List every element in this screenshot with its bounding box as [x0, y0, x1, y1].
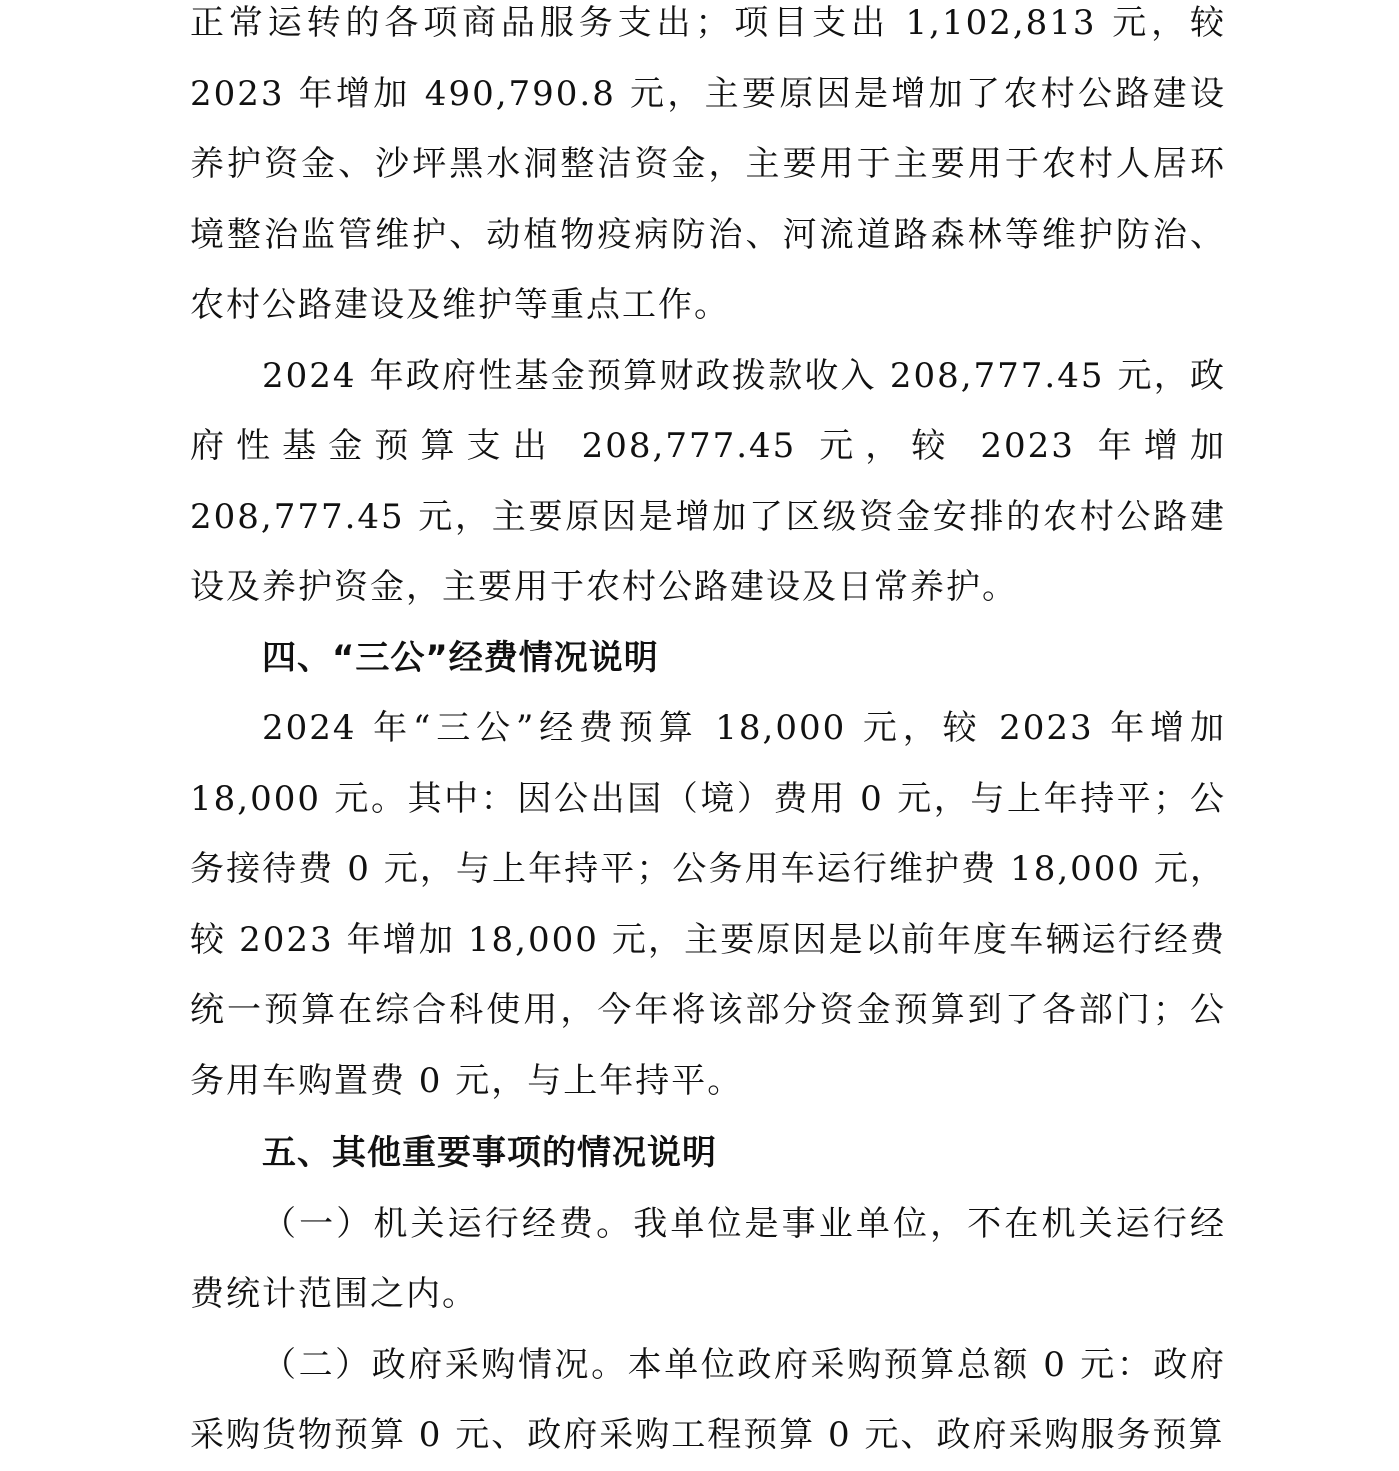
section-heading-three-public: 四、“三公”经费情况说明: [262, 637, 659, 678]
paragraph-government-procurement: （二）政府采购情况。本单位政府采购预算总额 0 元：政府采购货物预算 0 元、政府采购工程预算 0 元、政府采购服务预算: [190, 1344, 1226, 1455]
paragraph-government-fund: 2024 年政府性基金预算财政拨款收入 208,777.45 元，政府性基金预算支出 208,777.45 元，较 2023 年增加 208,777.45 元，主要原因是增加了区级资金安排的农村公路建设及养护资金，主要用于农村公路建设及日常养护。: [190, 355, 1226, 607]
paragraph-operating-expenses: （一）机关运行经费。我单位是事业单位，不在机关运行经费统计范围之内。: [190, 1203, 1226, 1314]
paragraph-three-public-budget: 2024 年“三公”经费预算 18,000 元，较 2023 年增加 18,000 元。其中：因公出国（境）费用 0 元，与上年持平；公务接待费 0 元，与上年持平；公务用车运行维护费 18,000 元，较 2023 年增加 18,000 元，主要原因是以前年度车辆运行经费统一预算在综合科使用，今年将该部分资金预算到了各部门；公务用车购置费 0 元，与上年持平。: [190, 708, 1226, 1101]
document-page: [190, 0, 1226, 1471]
paragraph-project-expenditure: 正常运转的各项商品服务支出；项目支出 1,102,813 元，较 2023 年增加 490,790.8 元，主要原因是增加了农村公路建设养护资金、沙坪黑水洞整洁资金，主要用于主要用于农村人居环境整治监管维护、动植物疫病防治、河流道路森林等维护防治、农村公路建设及维护等重点工作。: [190, 3, 1226, 325]
section-heading-other-matters: 五、其他重要事项的情况说明: [262, 1133, 717, 1173]
